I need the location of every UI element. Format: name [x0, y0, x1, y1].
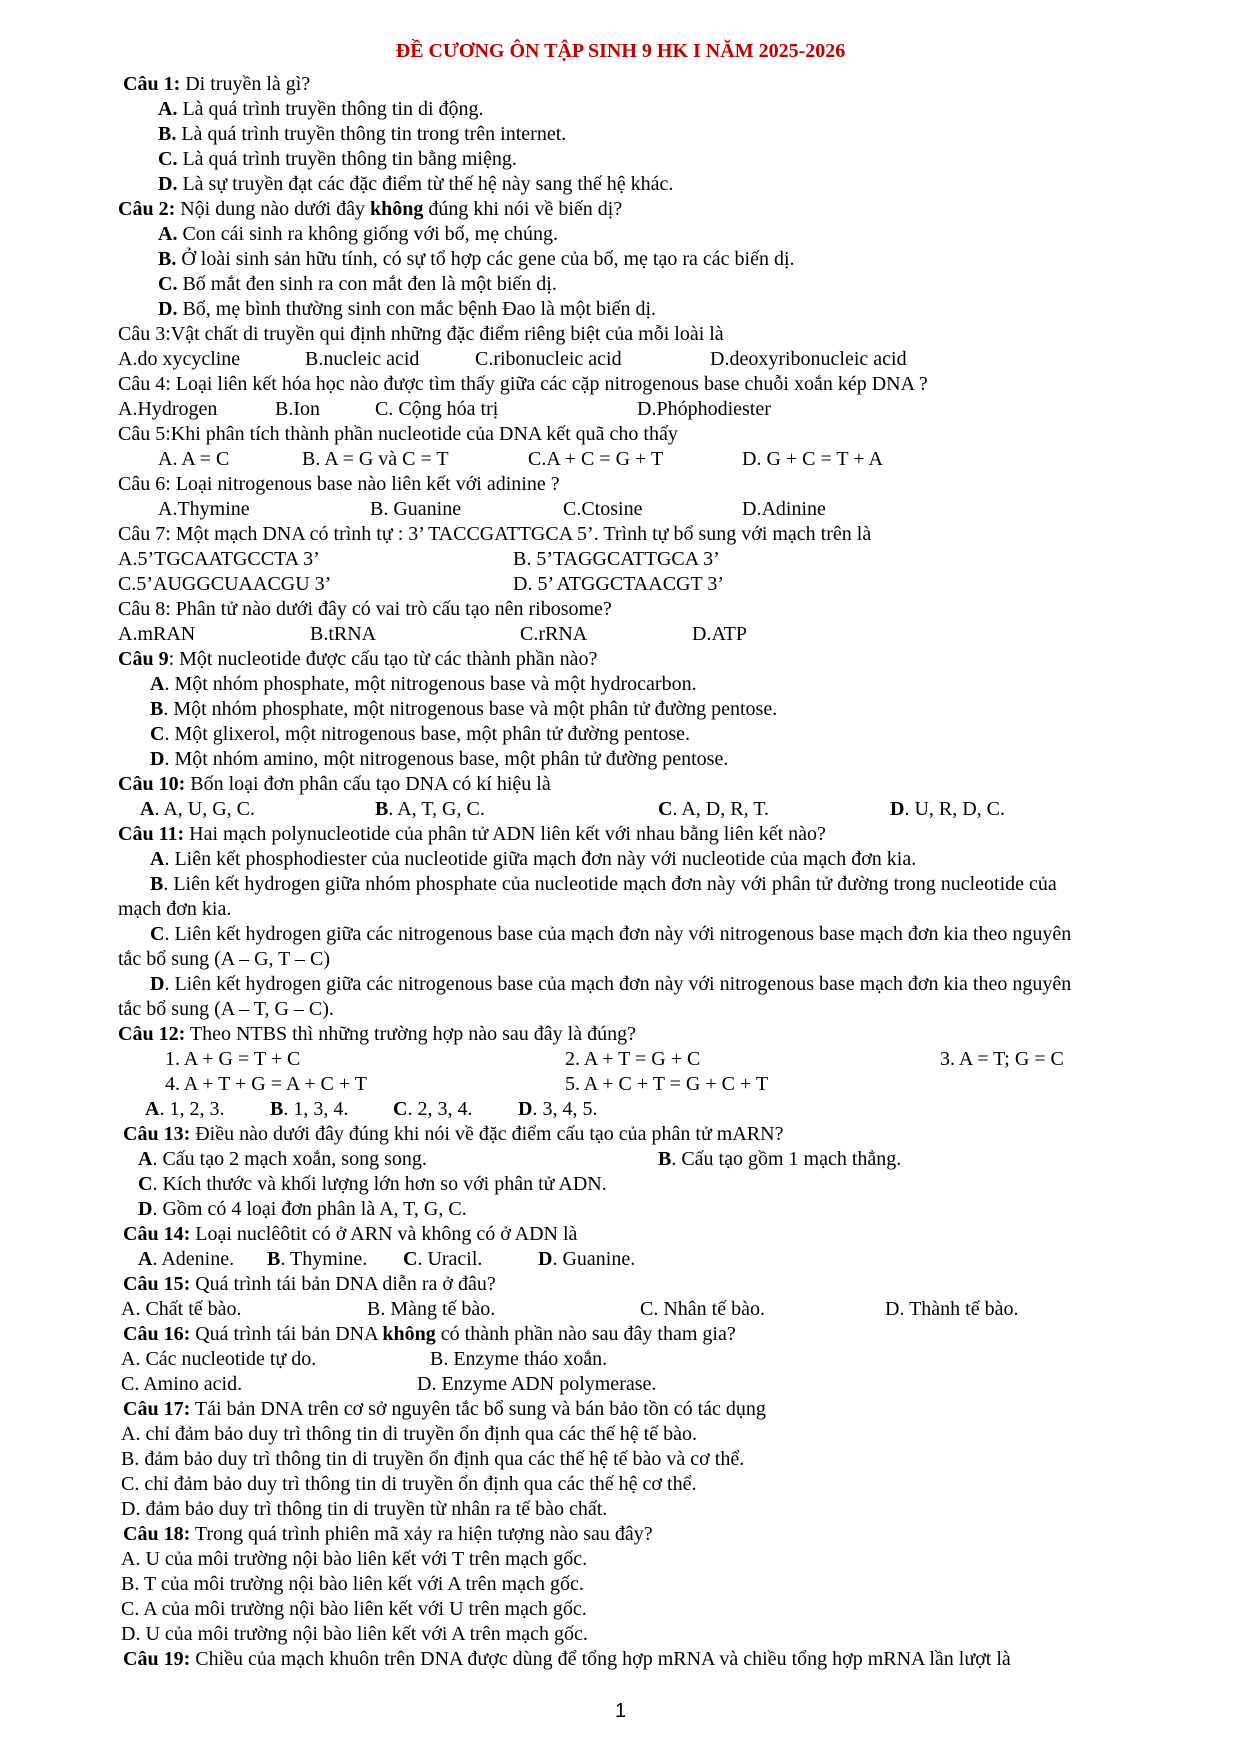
text-span: A.Hydrogen	[118, 398, 218, 420]
text-span: 1. A + G = T + C	[165, 1048, 301, 1070]
text-span: . Guanine.	[552, 1248, 636, 1270]
text-line	[118, 397, 217, 421]
bold-text: Câu 16:	[123, 1323, 191, 1345]
text-line	[158, 222, 558, 246]
text-span: C.Ctosine	[563, 498, 643, 520]
bold-text: B	[150, 873, 164, 895]
text-line	[123, 1522, 653, 1546]
text-line	[121, 1472, 696, 1496]
text-line	[118, 772, 551, 796]
text-line	[118, 422, 678, 446]
text-line	[165, 1047, 300, 1071]
bold-text: không	[382, 1323, 436, 1345]
text-line	[118, 622, 195, 646]
text-span: B. Guanine	[370, 498, 462, 520]
text-span: . Uracil.	[417, 1248, 483, 1270]
text-line	[118, 472, 560, 496]
text-line	[375, 797, 485, 821]
bold-text: Câu 12:	[118, 1023, 186, 1045]
text-line	[150, 847, 916, 871]
bold-text: A	[138, 1248, 153, 1270]
text-span: D.Adinine	[742, 498, 826, 520]
bold-text: Câu 10:	[118, 773, 186, 795]
text-line	[305, 347, 419, 371]
text-line	[118, 197, 622, 221]
text-span: . U, R, D, C.	[904, 798, 1006, 820]
text-span: Quá trình tái bản DNA	[190, 1323, 383, 1345]
bold-text: D	[890, 798, 905, 820]
text-line	[123, 1272, 496, 1296]
text-span: . Liên kết phosphodiester của nucleotide giữa mạch đơn này với nucleotide của mạch đơn kia.	[164, 848, 917, 870]
text-span: Câu 3:Vật chất di truyền qui định những đặc điểm riêng biệt của mỗi loài là	[118, 323, 724, 345]
bold-text: B.	[158, 123, 177, 145]
text-line	[565, 1072, 768, 1096]
bold-text: B	[150, 698, 164, 720]
text-span: A.do xycycline	[118, 348, 241, 370]
text-line	[140, 797, 255, 821]
text-span: C. Nhân tế bào.	[640, 1298, 765, 1320]
text-line	[118, 322, 724, 346]
text-line	[121, 1347, 316, 1371]
text-line	[121, 1297, 242, 1321]
bold-text: D	[538, 1248, 553, 1270]
text-span: . Liên kết hydrogen giữa các nitrogenous base của mạch đơn này với nitrogenous base mạch đơn kia theo nguyên	[164, 923, 1072, 945]
text-span: Câu 6: Loại nitrogenous base nào liên kết với adinine ?	[118, 473, 560, 495]
bold-text: không	[369, 198, 424, 220]
bold-text: A	[150, 673, 165, 695]
text-span: Bốn loại đơn phân cấu tạo DNA có kí hiệu là	[185, 773, 551, 795]
text-span: D. Thành tế bào.	[885, 1298, 1019, 1320]
text-line	[150, 722, 690, 746]
text-line	[123, 1222, 577, 1246]
text-line	[417, 1372, 656, 1396]
text-line	[118, 1022, 636, 1046]
bold-text: Câu 1:	[123, 73, 181, 95]
bold-text: C	[393, 1098, 408, 1120]
text-span: Nội dung nào dưới đây	[175, 198, 370, 220]
bold-text: C	[658, 798, 673, 820]
text-span: C.rRNA	[520, 623, 588, 645]
text-line	[118, 347, 240, 371]
text-line	[121, 1597, 587, 1621]
text-span: . Cấu tạo gồm 1 mạch thẳng.	[671, 1148, 902, 1170]
text-line	[121, 1497, 607, 1521]
text-line	[375, 397, 498, 421]
text-line	[275, 397, 320, 421]
text-line	[270, 1097, 348, 1121]
text-span: D. U của môi trường nội bào liên kết với A trên mạch gốc.	[121, 1623, 588, 1645]
text-line	[158, 122, 566, 146]
text-span: A. Các nucleotide tự do.	[121, 1348, 317, 1370]
text-line	[885, 1297, 1019, 1321]
text-span: . 3, 4, 5.	[532, 1098, 598, 1120]
text-line	[692, 622, 747, 646]
bold-text: C	[138, 1173, 153, 1195]
text-line	[370, 497, 461, 521]
text-span: C. Cộng hóa trị	[375, 398, 499, 420]
text-line	[138, 1197, 467, 1221]
text-line	[121, 1372, 242, 1396]
text-line	[940, 1047, 1064, 1071]
text-span: A. chỉ đảm bảo duy trì thông tin di truyền ổn định qua các thế hệ tế bào.	[121, 1423, 697, 1445]
text-span: Di truyền là gì?	[180, 73, 311, 95]
bold-text: Câu 18:	[123, 1523, 191, 1545]
text-span: . A, D, R, T.	[672, 798, 769, 820]
text-line	[742, 447, 883, 471]
text-span: có thành phần nào sau đây tham gia?	[435, 1323, 736, 1345]
text-line	[138, 1172, 607, 1196]
text-line	[118, 572, 331, 596]
text-line	[637, 397, 771, 421]
text-span: B. A = G và C = T	[302, 448, 449, 470]
text-span: : Một nucleotide được cấu tạo từ các thành phần nào?	[168, 648, 598, 670]
bold-text: C	[150, 923, 165, 945]
bold-text: Câu 9	[118, 648, 169, 670]
text-span: A. A = C	[158, 448, 230, 470]
text-span: . Một nhóm phosphate, một nitrogenous base và một hydrocarbon.	[164, 673, 697, 695]
text-span: Chiều của mạch khuôn trên DNA được dùng để tổng hợp mRNA và chiều tổng hợp mRNA lần lượt là	[190, 1648, 1011, 1670]
text-span: Bố mắt đen sinh ra con mắt đen là một biến dị.	[177, 273, 557, 295]
bold-text: D.	[158, 173, 178, 195]
page-number: 1	[614, 1700, 627, 1722]
text-line	[513, 547, 720, 571]
text-span: Trong quá trình phiên mã xảy ra hiện tượng nào sau đây?	[190, 1523, 653, 1545]
text-line	[118, 947, 330, 971]
text-line	[565, 1047, 700, 1071]
text-span: D.ATP	[692, 623, 748, 645]
text-span: . Một nhóm phosphate, một nitrogenous base và một phân tử đường pentose.	[163, 698, 778, 720]
bold-text: Câu 11:	[118, 823, 185, 845]
bold-text: Câu 17:	[123, 1398, 191, 1420]
text-line	[538, 1247, 635, 1271]
bold-text: A	[145, 1098, 160, 1120]
text-span: B. đảm bảo duy trì thông tin di truyền ổn định qua các thế hệ tế bào và cơ thể.	[121, 1448, 745, 1470]
text-line	[150, 672, 697, 696]
text-span: . 1, 2, 3.	[159, 1098, 225, 1120]
text-span: . A, T, G, C.	[388, 798, 485, 820]
text-span: C. Amino acid.	[121, 1373, 243, 1395]
text-span: A. U của môi trường nội bào liên kết với T trên mạch gốc.	[121, 1548, 588, 1570]
bold-text: A	[138, 1148, 153, 1170]
text-span: C.5’AUGGCUAACGU 3’	[118, 573, 332, 595]
text-span: . Một glixerol, một nitrogenous base, một phân tử đường pentose.	[164, 723, 690, 745]
text-line	[118, 547, 320, 571]
text-span: . Cấu tạo 2 mạch xoắn, song song.	[152, 1148, 427, 1170]
text-line	[145, 1097, 224, 1121]
text-line	[123, 1122, 783, 1146]
bold-text: C	[150, 723, 165, 745]
bold-text: B	[267, 1248, 281, 1270]
text-span: Là sự truyền đạt các đặc điểm từ thế hệ này sang thế hệ khác.	[177, 173, 674, 195]
text-span: tắc bổ sung (A – G, T – C)	[118, 948, 331, 970]
bold-text: D	[518, 1098, 533, 1120]
text-line	[393, 1097, 472, 1121]
text-line	[123, 1397, 766, 1421]
text-line	[150, 922, 1071, 946]
text-span: . Thymine.	[280, 1248, 368, 1270]
text-line	[267, 1247, 367, 1271]
text-line	[118, 522, 871, 546]
text-span: A.Thymine	[158, 498, 250, 520]
text-line	[890, 797, 1005, 821]
text-line	[165, 1072, 367, 1096]
text-line	[150, 697, 777, 721]
document-title: ĐỀ CƯƠNG ÔN TẬP SINH 9 HK I NĂM 2025-2026	[395, 40, 846, 62]
text-span: . Liên kết hydrogen giữa nhóm phosphate của nucleotide mạch đơn này với phân tử đường trong nucleotide của	[163, 873, 1057, 895]
text-line	[158, 297, 656, 321]
text-span: Câu 5:Khi phân tích thành phần nucleotide của DNA kết quã cho thấy	[118, 423, 678, 445]
text-line	[430, 1347, 607, 1371]
text-span: D. Enzyme ADN polymerase.	[417, 1373, 657, 1395]
text-span: . Adenine.	[152, 1248, 235, 1270]
text-line	[310, 622, 376, 646]
text-span: . Kích thước và khối lượng lớn hơn so với phân tử ADN.	[152, 1173, 607, 1195]
text-line	[158, 272, 557, 296]
text-line	[138, 1247, 234, 1271]
bold-text: D.	[158, 298, 178, 320]
text-span: 5. A + C + T = G + C + T	[565, 1073, 769, 1095]
text-line	[121, 1622, 588, 1646]
text-span: Bố, mẹ bình thường sinh con mắc bệnh Đao là một biến dị.	[177, 298, 657, 320]
text-line	[658, 797, 769, 821]
text-line	[118, 897, 231, 921]
text-span: Theo NTBS thì những trường hợp nào sau đây là đúng?	[185, 1023, 636, 1045]
bold-text: C	[403, 1248, 418, 1270]
text-line	[121, 1572, 584, 1596]
text-span: D. đảm bảo duy trì thông tin di truyền từ nhân ra tế bào chất.	[121, 1498, 608, 1520]
text-line	[658, 1147, 901, 1171]
text-span: Ở loài sinh sản hữu tính, có sự tổ hợp các gene của bố, mẹ tạo ra các biến dị.	[176, 248, 795, 270]
text-line	[158, 497, 250, 521]
text-line	[158, 147, 517, 171]
text-span: B. Enzyme tháo xoắn.	[430, 1348, 608, 1370]
text-span: A.5’TGCAATGCCTA 3’	[118, 548, 320, 570]
text-span: A. Chất tế bào.	[121, 1298, 242, 1320]
text-line	[118, 372, 928, 396]
bold-text: C.	[158, 273, 178, 295]
text-span: C.ribonucleic acid	[475, 348, 622, 370]
text-span: . Một nhóm amino, một nitrogenous base, một phân tử đường pentose.	[164, 748, 729, 770]
bold-text: D	[150, 748, 165, 770]
text-line	[158, 447, 229, 471]
text-line	[563, 497, 642, 521]
text-line	[118, 597, 612, 621]
text-span: 4. A + T + G = A + C + T	[165, 1073, 368, 1095]
text-span: A.mRAN	[118, 623, 196, 645]
text-line	[118, 647, 597, 671]
text-span: 3. A = T; G = C	[940, 1048, 1064, 1070]
text-line	[150, 872, 1057, 896]
text-line	[123, 1322, 736, 1346]
text-span: Hai mạch polynucleotide của phân tử ADN liên kết với nhau bằng liên kết nào?	[184, 823, 826, 845]
text-span: B.nucleic acid	[305, 348, 420, 370]
bold-text: Câu 19:	[123, 1648, 191, 1670]
text-line	[121, 1422, 697, 1446]
text-span: B. 5’TAGGCATTGCA 3’	[513, 548, 720, 570]
text-span: Câu 4: Loại liên kết hóa học nào được tìm thấy giữa các cặp nitrogenous base chuỗi xoắn kép DNA ?	[118, 373, 928, 395]
text-span: B. T của môi trường nội bào liên kết với A trên mạch gốc.	[121, 1573, 584, 1595]
text-line	[475, 347, 622, 371]
text-line	[118, 822, 826, 846]
text-line	[138, 1147, 427, 1171]
text-span: B.Ion	[275, 398, 320, 420]
text-span: D. G + C = T + A	[742, 448, 883, 470]
text-line	[520, 622, 587, 646]
text-span: . Gồm có 4 loại đơn phân là A, T, G, C.	[152, 1198, 467, 1220]
bold-text: A	[150, 848, 165, 870]
text-line	[118, 997, 334, 1021]
text-line	[640, 1297, 765, 1321]
text-line	[518, 1097, 597, 1121]
text-span: C. A của môi trường nội bào liên kết với U trên mạch gốc.	[121, 1598, 587, 1620]
text-span: Điều nào dưới đây đúng khi nói về đặc điểm cấu tạo của phân tử mARN?	[190, 1123, 784, 1145]
text-span: . 1, 3, 4.	[283, 1098, 349, 1120]
text-span: . A, U, G, C.	[154, 798, 256, 820]
bold-text: C.	[158, 148, 178, 170]
text-line	[302, 447, 449, 471]
text-line	[121, 1547, 587, 1571]
bold-text: A.	[158, 223, 178, 245]
text-line	[158, 97, 484, 121]
bold-text: Câu 15:	[123, 1273, 191, 1295]
bold-text: D	[150, 973, 165, 995]
text-span: Loại nuclêôtit có ở ARN và không có ở ADN là	[190, 1223, 578, 1245]
text-span: . 2, 3, 4.	[407, 1098, 473, 1120]
text-line	[158, 247, 795, 271]
bold-text: A	[140, 798, 155, 820]
text-line	[123, 1647, 1011, 1671]
text-line	[150, 972, 1071, 996]
text-span: D.deoxyribonucleic acid	[710, 348, 907, 370]
text-span: Câu 8: Phân tử nào dưới đây có vai trò cấu tạo nên ribosome?	[118, 598, 612, 620]
text-line	[123, 72, 310, 96]
text-line	[121, 1447, 744, 1471]
bold-text: B.	[158, 248, 177, 270]
text-span: Con cái sinh ra không giống với bố, mẹ chúng.	[177, 223, 558, 245]
text-line	[742, 497, 826, 521]
text-span: tắc bổ sung (A – T, G – C).	[118, 998, 334, 1020]
text-line	[150, 747, 728, 771]
text-line	[367, 1297, 495, 1321]
text-span: Là quá trình truyền thông tin bằng miệng.	[177, 148, 517, 170]
bold-text: Câu 2:	[118, 198, 176, 220]
text-span: C.A + C = G + T	[528, 448, 664, 470]
bold-text: Câu 13:	[123, 1123, 191, 1145]
bold-text: Câu 14:	[123, 1223, 191, 1245]
text-line	[513, 572, 724, 596]
bold-text: B	[658, 1148, 672, 1170]
text-span: đúng khi nói về biến dị?	[423, 198, 623, 220]
text-span: B.tRNA	[310, 623, 377, 645]
bold-text: B	[375, 798, 389, 820]
bold-text: B	[270, 1098, 284, 1120]
text-line	[710, 347, 907, 371]
bold-text: A.	[158, 98, 178, 120]
text-span: . Liên kết hydrogen giữa các nitrogenous base của mạch đơn này với nitrogenous base mạch đơn kia theo nguyên	[164, 973, 1072, 995]
text-span: Câu 7: Một mạch DNA có trình tự : 3’ TACCGATTGCA 5’. Trình tự bổ sung với mạch trên là	[118, 523, 872, 545]
bold-text: D	[138, 1198, 153, 1220]
text-line	[403, 1247, 482, 1271]
text-span: mạch đơn kia.	[118, 898, 232, 920]
text-span: Tái bản DNA trên cơ sở nguyên tắc bổ sung và bán bảo tồn có tác dụng	[190, 1398, 766, 1420]
text-span: D. 5’ ATGGCTAACGT 3’	[513, 573, 724, 595]
text-span: C. chỉ đảm bảo duy trì thông tin di truyền ổn định qua các thế hệ cơ thể.	[121, 1473, 697, 1495]
text-line	[528, 447, 663, 471]
text-span: Là quá trình truyền thông tin trong trên internet.	[176, 123, 567, 145]
text-span: D.Phóphodiester	[637, 398, 771, 420]
text-line	[158, 172, 673, 196]
text-span: 2. A + T = G + C	[565, 1048, 701, 1070]
text-span: Là quá trình truyền thông tin di động.	[177, 98, 484, 120]
text-span: Quá trình tái bản DNA diễn ra ở đâu?	[190, 1273, 496, 1295]
text-span: B. Màng tế bào.	[367, 1298, 496, 1320]
